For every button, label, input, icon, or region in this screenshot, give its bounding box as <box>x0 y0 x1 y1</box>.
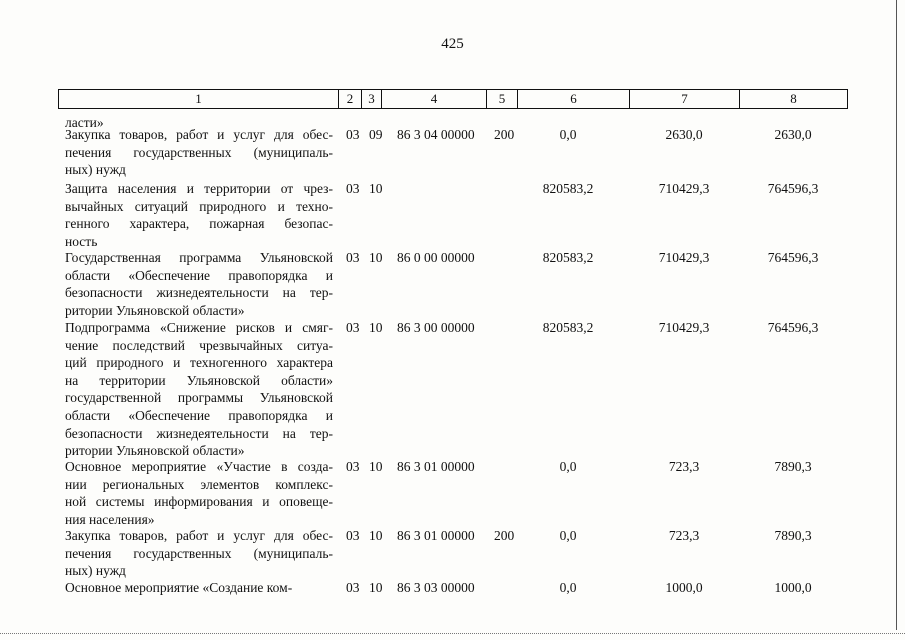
row-2-c8: 764596,3 <box>767 181 819 196</box>
row-6-c2: 03 <box>346 528 360 543</box>
row-6-name-line: ных) нужд <box>65 563 126 579</box>
row-4-c4: 86 3 00 00000 <box>397 320 475 335</box>
row-0-name-line: ласти» <box>65 115 104 130</box>
row-3-c3: 10 <box>369 250 383 265</box>
header-col-4: 4 <box>382 90 487 108</box>
row-2-name-line: ность <box>65 233 98 249</box>
row-1-c3: 09 <box>369 127 383 142</box>
row-2-c6: 820583,2 <box>542 181 594 196</box>
row-7-name-line: Основное мероприятие «Создание ком- <box>65 580 293 595</box>
row-1-c5: 200 <box>494 127 515 142</box>
row-5-c8: 7890,3 <box>774 459 812 474</box>
row-4-name <box>65 319 333 460</box>
row-5-name-line: нии региональных элементов комплекс- <box>65 476 333 492</box>
row-3-c7: 710429,3 <box>658 250 710 265</box>
row-4-name-line: ций природного и техногенного характера <box>65 355 333 371</box>
row-4-name-line: Подпрограмма «Снижение рисков и смяг- <box>65 320 333 335</box>
scan-edge-right <box>896 0 897 630</box>
row-5-c7: 723,3 <box>668 459 700 474</box>
row-4-c6: 820583,2 <box>542 320 594 335</box>
row-3-c2: 03 <box>346 250 360 265</box>
row-2-c7: 710429,3 <box>658 181 710 196</box>
row-1-name-line: печения государственных (муниципаль- <box>65 144 333 160</box>
row-4-c2: 03 <box>346 320 360 335</box>
row-3-c8: 764596,3 <box>767 250 819 265</box>
row-5-c3: 10 <box>369 459 383 474</box>
row-2-name <box>65 180 333 250</box>
row-2-c3: 10 <box>369 181 383 196</box>
scan-edge-bottom <box>0 633 905 634</box>
row-1-name-line: Закупка товаров, работ и услуг для обес- <box>65 127 333 142</box>
row-6-c7: 723,3 <box>668 528 700 543</box>
row-6-c6: 0,0 <box>559 528 577 543</box>
row-1-name <box>65 126 333 179</box>
row-4-name-line: чение последствий чрезвычайных ситуа- <box>65 337 333 353</box>
row-4-c7: 710429,3 <box>658 320 710 335</box>
row-7-c8: 1000,0 <box>774 580 812 595</box>
row-4-name-line: государственной программы Ульяновской <box>65 390 333 406</box>
row-3-c6: 820583,2 <box>542 250 594 265</box>
row-7-name <box>65 579 333 597</box>
row-2-name-line: генного характера, пожарная безопас- <box>65 216 333 232</box>
row-4-name-line: области «Обеспечение правопорядка и <box>65 407 333 423</box>
row-7-c6: 0,0 <box>559 580 577 595</box>
row-6-c8: 7890,3 <box>774 528 812 543</box>
row-4-c3: 10 <box>369 320 383 335</box>
row-6-c3: 10 <box>369 528 383 543</box>
row-1-c7: 2630,0 <box>665 127 703 142</box>
header-col-7: 7 <box>630 90 740 108</box>
row-4-name-line: на территории Ульяновской области» <box>65 372 333 388</box>
row-4-name-line: безопасности жизнедеятельности на тер- <box>65 425 333 441</box>
row-5-name-line: ной системы информирования и оповеще- <box>65 494 333 510</box>
row-7-c4: 86 3 03 00000 <box>397 580 475 595</box>
row-2-name-line: Защита населения и территории от чрез- <box>65 181 333 196</box>
row-3-name-line: безопасности жизнедеятельности на тер- <box>65 285 333 301</box>
row-5-c2: 03 <box>346 459 360 474</box>
row-4-c8: 764596,3 <box>767 320 819 335</box>
row-5-c4: 86 3 01 00000 <box>397 459 475 474</box>
row-3-name-line: области «Обеспечение правопорядка и <box>65 267 333 283</box>
header-col-5: 5 <box>487 90 518 108</box>
row-6-c5: 200 <box>494 528 515 543</box>
row-5-name <box>65 458 333 528</box>
row-4-name-line: ритории Ульяновской области» <box>65 443 245 459</box>
page-number: 425 <box>441 36 464 52</box>
row-3-name-line: ритории Ульяновской области» <box>65 302 245 318</box>
table-header <box>58 89 848 109</box>
header-col-6: 6 <box>518 90 630 108</box>
row-1-c2: 03 <box>346 127 360 142</box>
row-5-name-line: ния населения» <box>65 511 155 527</box>
row-6-name-line: Закупка товаров, работ и услуг для обес- <box>65 528 333 543</box>
row-1-c4: 86 3 04 00000 <box>397 127 475 142</box>
row-1-name-line: ных) нужд <box>65 162 126 178</box>
row-7-c3: 10 <box>369 580 383 595</box>
row-5-c6: 0,0 <box>559 459 577 474</box>
row-3-name-line: Государственная программа Ульяновской <box>65 250 333 265</box>
row-6-c4: 86 3 01 00000 <box>397 528 475 543</box>
row-6-name <box>65 527 333 580</box>
header-col-2: 2 <box>339 90 362 108</box>
row-7-c7: 1000,0 <box>665 580 703 595</box>
row-2-c2: 03 <box>346 181 360 196</box>
header-col-3: 3 <box>362 90 382 108</box>
header-col-1: 1 <box>59 90 339 108</box>
row-3-name <box>65 249 333 319</box>
header-col-8: 8 <box>790 91 797 106</box>
row-5-name-line: Основное мероприятие «Участие в созда- <box>65 459 333 474</box>
row-1-c8: 2630,0 <box>774 127 812 142</box>
row-6-name-line: печения государственных (муниципаль- <box>65 545 333 561</box>
row-2-name-line: вычайных ситуаций природного и техно- <box>65 198 333 214</box>
row-1-c6: 0,0 <box>559 127 577 142</box>
row-3-c4: 86 0 00 00000 <box>397 250 475 265</box>
row-7-c2: 03 <box>346 580 360 595</box>
